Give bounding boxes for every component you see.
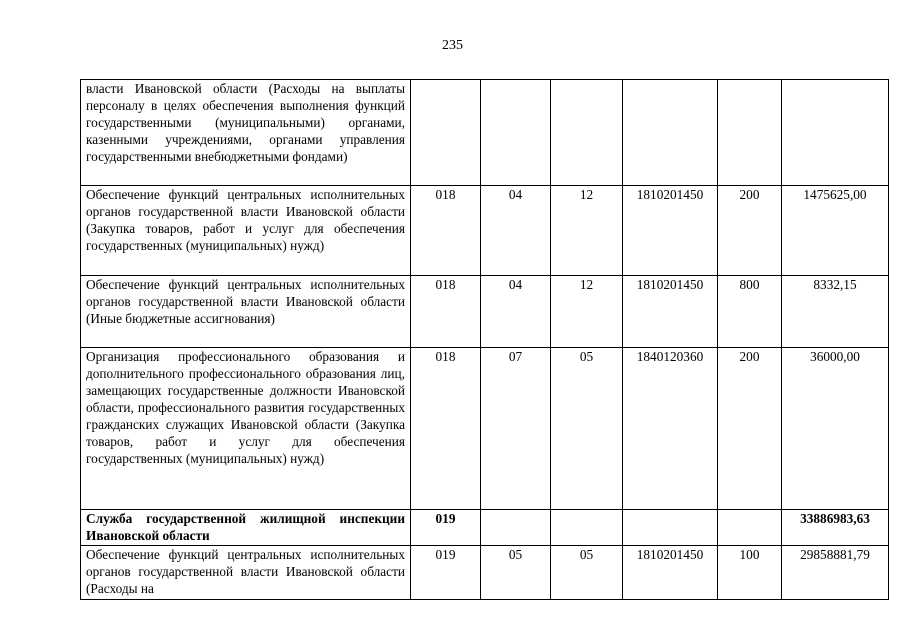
pr-cell xyxy=(551,510,623,546)
csr-cell: 1810201450 xyxy=(623,276,718,348)
sum-cell: 33886983,63 xyxy=(782,510,889,546)
table-row xyxy=(81,510,889,546)
rz-cell: 07 xyxy=(481,348,551,510)
ved-cell: 018 xyxy=(411,348,481,510)
ved-cell: 019 xyxy=(411,546,481,600)
sum-cell: 29858881,79 xyxy=(782,546,889,600)
csr-cell xyxy=(623,80,718,186)
sum-cell: 1475625,00 xyxy=(782,186,889,276)
table-row xyxy=(81,348,889,510)
row-description: Организация профессионального образования и дополнительного профессионального образования лиц, замещающих государственные должности Ивановской области, профессионального развития государственных гражданских служащих Ивановской области (Закупка товаров, работ и услуг для обеспечения государственных (муниципальных) нужд) xyxy=(81,348,411,510)
table-row xyxy=(81,546,889,600)
csr-cell: 1810201450 xyxy=(623,186,718,276)
pr-cell xyxy=(551,80,623,186)
row-description: власти Ивановской области (Расходы на выплаты персоналу в целях обеспечения выполнения функций государственными (муниципальными) органами, казенными учреждениями, органами управления государственными внебюджетными фондами) xyxy=(81,80,411,186)
table-row xyxy=(81,276,889,348)
csr-cell: 1810201450 xyxy=(623,546,718,600)
row-description: Обеспечение функций центральных исполнительных органов государственной власти Ивановской области (Иные бюджетные ассигнования) xyxy=(81,276,411,348)
vr-cell: 800 xyxy=(718,276,782,348)
sum-cell xyxy=(782,80,889,186)
rz-cell: 04 xyxy=(481,276,551,348)
page-number: 235 xyxy=(442,38,463,53)
vr-cell xyxy=(718,510,782,546)
budget-table xyxy=(80,79,889,600)
csr-cell: 1840120360 xyxy=(623,348,718,510)
table-row xyxy=(81,80,889,186)
row-description: Служба государственной жилищной инспекции Ивановской области xyxy=(81,510,411,546)
rz-cell: 04 xyxy=(481,186,551,276)
pr-cell: 05 xyxy=(551,546,623,600)
table-row xyxy=(81,186,889,276)
ved-cell: 019 xyxy=(411,510,481,546)
vr-cell: 200 xyxy=(718,186,782,276)
pr-cell: 12 xyxy=(551,186,623,276)
ved-cell: 018 xyxy=(411,276,481,348)
sum-cell: 36000,00 xyxy=(782,348,889,510)
vr-cell xyxy=(718,80,782,186)
rz-cell: 05 xyxy=(481,546,551,600)
vr-cell: 200 xyxy=(718,348,782,510)
pr-cell: 05 xyxy=(551,348,623,510)
ved-cell xyxy=(411,80,481,186)
vr-cell: 100 xyxy=(718,546,782,600)
row-description: Обеспечение функций центральных исполнительных органов государственной власти Ивановской области (Расходы на xyxy=(81,546,411,600)
rz-cell xyxy=(481,80,551,186)
ved-cell: 018 xyxy=(411,186,481,276)
pr-cell: 12 xyxy=(551,276,623,348)
csr-cell xyxy=(623,510,718,546)
rz-cell xyxy=(481,510,551,546)
row-description: Обеспечение функций центральных исполнительных органов государственной власти Ивановской области (Закупка товаров, работ и услуг для обеспечения государственных (муниципальных) нужд) xyxy=(81,186,411,276)
sum-cell: 8332,15 xyxy=(782,276,889,348)
